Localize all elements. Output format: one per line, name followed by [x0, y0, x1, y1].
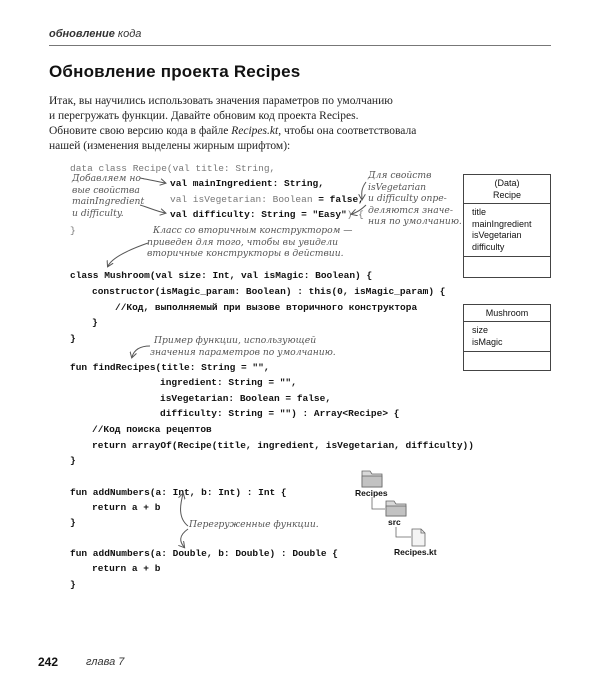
uml-field: isMagic: [472, 336, 503, 347]
page-number: 242: [38, 655, 59, 669]
note-line: isVegetarian: [368, 181, 427, 193]
intro-line: Итак, вы научились использовать значения параметров по умолчанию: [49, 95, 393, 107]
page-title: Обновление проекта Recipes: [49, 62, 301, 81]
uml-field: isVegetarian: [472, 230, 522, 240]
instruction-text: Обновите свою версию кода в файле: [49, 125, 232, 137]
arrow: [140, 178, 165, 183]
code-line: return a + b: [92, 502, 161, 513]
tree-root-label: Recipes: [355, 488, 388, 498]
code-line: constructor(isMagic_param: Boolean) : this(0, isMagic_param) {: [92, 286, 446, 297]
code-line: return arrayOf(Recipe(title, ingredient, isVegetarian, difficulty)): [92, 440, 474, 451]
note-line: mainIngredient: [72, 196, 145, 207]
note-line: Добавляем но-: [72, 173, 145, 184]
uml-field: difficulty: [472, 241, 505, 252]
code-line: }: [70, 517, 76, 528]
chapter-label: глава 7: [86, 656, 125, 668]
tree-folder-label: src: [388, 517, 401, 527]
uml-field: mainIngredient: [472, 218, 532, 229]
code-line: ingredient: String = "",: [160, 377, 297, 388]
code-line: }: [70, 579, 76, 590]
header-section: обновление: [49, 28, 115, 40]
arrow: [352, 205, 366, 214]
note-line: ния по умолчанию.: [368, 216, 462, 227]
code-line: }: [70, 333, 76, 344]
arrow: [181, 529, 188, 547]
instruction-text: , чтобы она соответствовала: [278, 125, 417, 137]
uml-fields: [464, 322, 550, 351]
uml-methods: [464, 351, 550, 369]
instruction-line: нашей (изменения выделены жирным шрифтом):: [49, 140, 291, 152]
note-line: Класс со вторичным конструктором —: [153, 225, 353, 236]
header-rest: кода: [117, 28, 142, 40]
arrow: [362, 182, 366, 199]
code-line: data class Recipe(val title: String,: [70, 163, 276, 174]
code-token: val difficulty: String = "Easy": [170, 209, 347, 220]
arrow: [132, 346, 150, 357]
uml-field: title: [472, 207, 487, 217]
code-line: }: [70, 225, 76, 236]
arrow: [108, 243, 148, 266]
uml-methods: [464, 256, 550, 275]
note-line: Пример функции, использующей: [154, 335, 317, 346]
code-token: val isVegetarian: Boolean: [170, 194, 319, 205]
code-line: isVegetarian: Boolean = false,: [160, 393, 332, 404]
code-line: //Код поиска рецептов: [92, 424, 212, 435]
folder-icon: [362, 471, 382, 487]
folder-icon: [386, 501, 406, 516]
code-line: //Код, выполняемый при вызове вторичного конструктора: [115, 302, 418, 313]
code-token: = false,: [318, 194, 364, 205]
intro-line: и перегружать функции. Давайте обновим код проекта Recipes.: [49, 110, 359, 122]
uml-mushroom-class: [463, 304, 551, 371]
code-line: fun findRecipes(title: String = "",: [70, 362, 270, 373]
uml-recipe-class: [463, 174, 551, 278]
uml-field: size: [472, 325, 489, 335]
file-name: Recipes.kt: [231, 125, 279, 137]
code-line: fun addNumbers(a: Int, b: Int) : Int {: [70, 487, 287, 498]
code-line: val mainIngredient: String,: [170, 178, 324, 189]
note-line: деляются значе-: [368, 204, 453, 216]
note-line: приведен для того, чтобы вы увидели: [147, 236, 339, 248]
code-line: return a + b: [92, 563, 161, 574]
file-icon: [412, 529, 425, 546]
uml-stereotype: (Data): [494, 178, 520, 188]
note-line: и difficulty.: [72, 207, 124, 219]
code-line: }: [70, 455, 76, 466]
code-token: ) {: [346, 209, 364, 220]
code-line: fun addNumbers(a: Double, b: Double) : Double {: [70, 548, 338, 559]
uml-class-name: Recipe: [492, 190, 521, 200]
code-line: difficulty: String = "") : Array<Recipe> {: [160, 408, 400, 419]
code-line: class Mushroom(val size: Int, val isMagic: Boolean) {: [70, 270, 373, 281]
uml-header: [464, 175, 550, 204]
note-line: вые свойства: [72, 184, 140, 196]
note-line: вторичные конструкторы в действии.: [147, 248, 344, 259]
uml-class-name: Mushroom: [464, 305, 550, 322]
tree-file-label: Recipes.kt: [394, 547, 437, 557]
note-line: Для свойств: [368, 170, 432, 181]
project-tree: [350, 465, 450, 555]
note-line: и difficulty опре-: [368, 193, 447, 204]
note-line: значения параметров по умолчанию.: [150, 346, 336, 358]
uml-fields: [464, 204, 550, 256]
code-line: }: [92, 317, 98, 328]
arrow: [140, 205, 165, 213]
note-overloaded: Перегруженные функции.: [189, 519, 319, 530]
arrow: [181, 494, 188, 526]
